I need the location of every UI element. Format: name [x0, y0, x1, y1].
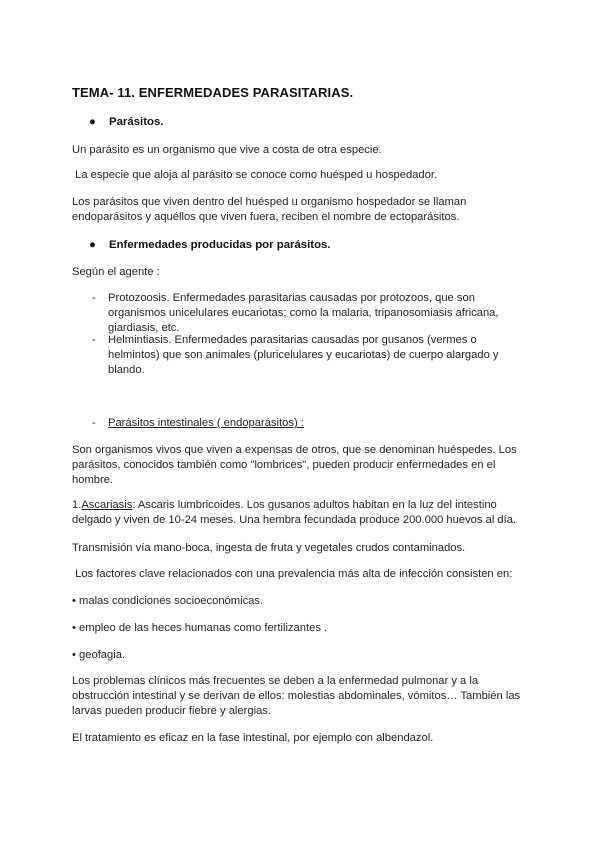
dash-bullet: - [92, 334, 96, 346]
bullet-icon: ● [89, 239, 96, 251]
list-item-helmintiasis [92, 333, 528, 378]
list-item-geofagia: • geofagia. [72, 649, 126, 661]
list-item-socioeconomicas: • malas condiciones socioeconómicas. [72, 595, 264, 607]
list-item-protozoosis [92, 291, 528, 336]
ascariasis-term: Ascariasis [81, 499, 133, 511]
bullet-icon: ● [89, 116, 96, 128]
list-item-text: Helmintiasis. Enfermedades parasitarias causadas por gusanos (vermes o helmintos) que son animales (pluricelulares y eucariotas) de cuerpo alargado y blando. [108, 334, 499, 376]
paragraph-factores: Los factores clave relacionados con una prevalencia más alta de infección consisten en: [72, 568, 513, 580]
section-heading-label: Parásitos. [109, 116, 164, 128]
paragraph-host: La especie que aloja al parásito se conoce como huésped u hospedador. [72, 169, 438, 181]
paragraph-ascariasis [72, 498, 528, 528]
paragraph-definition: Un parásito es un organismo que vive a costa de otra especie. [72, 144, 382, 156]
list-item-text: Protozoosis. Enfermedades parasitarias causadas por protozoos, que son organismos unicelulares eucariotas; como la malaria, tripanosomiasis africana, giardiasis, etc. [108, 292, 499, 334]
list-item-heces: • empleo de las heces humanas como fertilizantes . [72, 622, 328, 634]
paragraph-problemas-clinicos: Los problemas clínicos más frecuentes se deben a la enfermedad pulmonar y a la obstrucción intestinal y se derivan de ellos: molestias abdominales, vómitos… También las larvas pueden producir fiebre y alergias. [72, 675, 521, 717]
dash-bullet: - [92, 417, 96, 429]
paragraph-organismos: Son organismos vivos que viven a expensas de otros, que se denominan huéspedes. Los parásitos, conocidos también como "lombrices", pueden producir enfermedades en el hombre. [72, 444, 517, 486]
paragraph-endo-ecto: Los parásitos que viven dentro del huésped u organismo hospedador se llaman endoparásitos y aquéllos que viven fuera, reciben el nombre de ectoparásitos. [72, 196, 467, 223]
list-item-intestinales [92, 416, 528, 431]
ascariasis-number: 1. [72, 499, 82, 511]
list-item-text: Parásitos intestinales ( endoparásitos) : [108, 417, 304, 429]
dash-bullet: - [92, 292, 96, 304]
page-title: TEMA- 11. ENFERMEDADES PARASITARIAS. [72, 85, 354, 100]
section-heading-label: Enfermedades producidas por parásitos. [109, 239, 331, 251]
paragraph-transmision: Transmisión vía mano-boca, ingesta de fruta y vegetales crudos contaminados. [72, 542, 466, 554]
section-heading-enfermedades [89, 238, 331, 253]
paragraph-segun-agente: Según el agente : [72, 266, 160, 278]
section-heading-parasitos [89, 115, 163, 130]
ascariasis-description: : Ascaris lumbricoides. Los gusanos adultos habitan en la luz del intestino delgado y viven de 10-24 meses. Una hembra fecundada produce 200.000 huevos al día. [72, 499, 517, 526]
paragraph-tratamiento: El tratamiento es eficaz en la fase intestinal, por ejemplo con albendazol. [72, 732, 434, 744]
